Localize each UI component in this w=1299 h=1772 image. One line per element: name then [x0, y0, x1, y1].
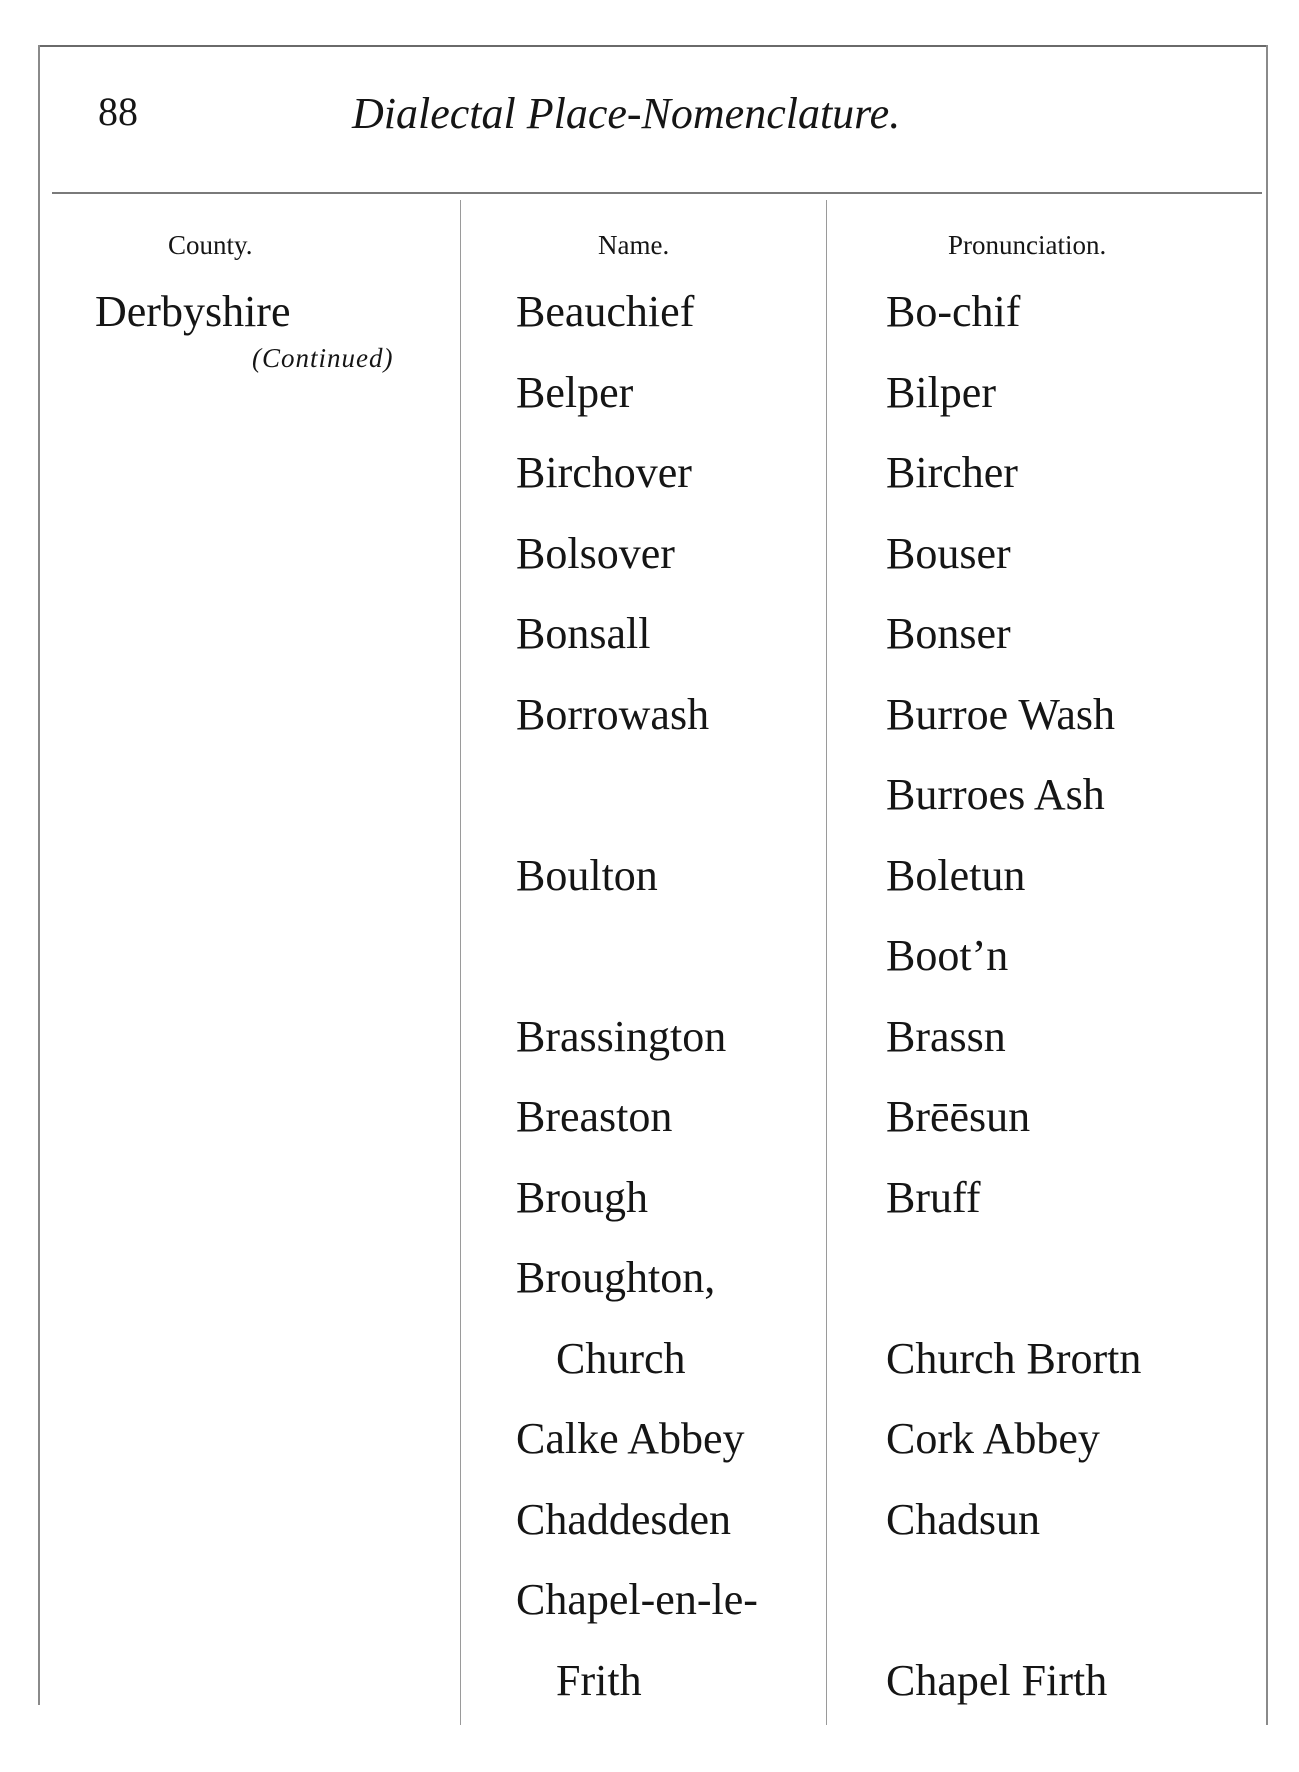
place-name: Bolsover	[516, 528, 675, 578]
place-name: Birchover	[516, 448, 692, 497]
table-row	[0, 1172, 1299, 1257]
place-name: Breaston	[516, 1092, 673, 1141]
table-row	[0, 1011, 1299, 1096]
place-name: Calke Abbey	[516, 1414, 745, 1463]
place-name: Belper	[516, 367, 634, 417]
table-row	[0, 850, 1299, 935]
frame-top-rule	[38, 45, 1268, 47]
table-row	[0, 770, 1299, 854]
place-pronunciation: Bruff	[886, 1172, 981, 1222]
header-rule	[52, 192, 1262, 194]
column-header-county: County.	[168, 230, 253, 260]
table-row	[0, 1333, 1299, 1418]
place-pronunciation: Chapel Firth	[886, 1655, 1108, 1705]
table-row	[0, 609, 1299, 693]
table-row	[0, 1655, 1299, 1740]
place-pronunciation: Bilper	[886, 367, 996, 417]
table-row	[0, 367, 1299, 452]
column-header-name: Name.	[598, 230, 670, 260]
place-name: Chapel-en-le-	[516, 1575, 758, 1624]
place-name: Church	[556, 1333, 686, 1383]
county-name: Derbyshire	[95, 287, 291, 336]
table-row	[0, 448, 1299, 532]
table-row	[0, 1414, 1299, 1498]
place-pronunciation: Bircher	[886, 448, 1018, 497]
place-name: Brough	[516, 1172, 648, 1222]
place-pronunciation: Brassn	[886, 1011, 1006, 1061]
place-name: Brassington	[516, 1011, 727, 1061]
place-name: Broughton,	[516, 1253, 716, 1302]
place-name: Boulton	[516, 850, 658, 900]
place-pronunciation: Cork Abbey	[886, 1414, 1100, 1463]
table-row	[0, 931, 1299, 1015]
place-pronunciation: Burroes Ash	[886, 770, 1105, 819]
place-name: Borrowash	[516, 689, 710, 739]
place-name: Frith	[556, 1655, 642, 1705]
table-row	[0, 1253, 1299, 1337]
place-pronunciation: Bo-chif	[886, 287, 1021, 336]
place-pronunciation: Church Brortn	[886, 1333, 1142, 1383]
table-row	[0, 1494, 1299, 1579]
table-row	[0, 528, 1299, 613]
county-continued-note: (Continued)	[252, 343, 394, 373]
table-row	[0, 689, 1299, 774]
place-pronunciation: Bouser	[886, 528, 1011, 578]
place-pronunciation: Boletun	[886, 850, 1026, 900]
place-name: Chaddesden	[516, 1494, 732, 1544]
place-pronunciation: Boot’n	[886, 931, 1009, 980]
place-pronunciation: Chadsun	[886, 1494, 1040, 1544]
table-row	[0, 287, 1299, 371]
column-header-pronunciation: Pronunciation.	[948, 230, 1107, 260]
place-table	[0, 287, 1299, 1739]
running-title: Dialectal Place-Nomenclature.	[352, 89, 901, 138]
place-pronunciation: Burroe Wash	[886, 689, 1116, 739]
place-name: Beauchief	[516, 287, 695, 336]
table-row	[0, 1092, 1299, 1176]
place-pronunciation: Bonser	[886, 609, 1011, 658]
table-row	[0, 1575, 1299, 1659]
page-number: 88	[98, 89, 138, 134]
place-name: Bonsall	[516, 609, 651, 658]
place-pronunciation: Brēēsun	[886, 1092, 1031, 1141]
